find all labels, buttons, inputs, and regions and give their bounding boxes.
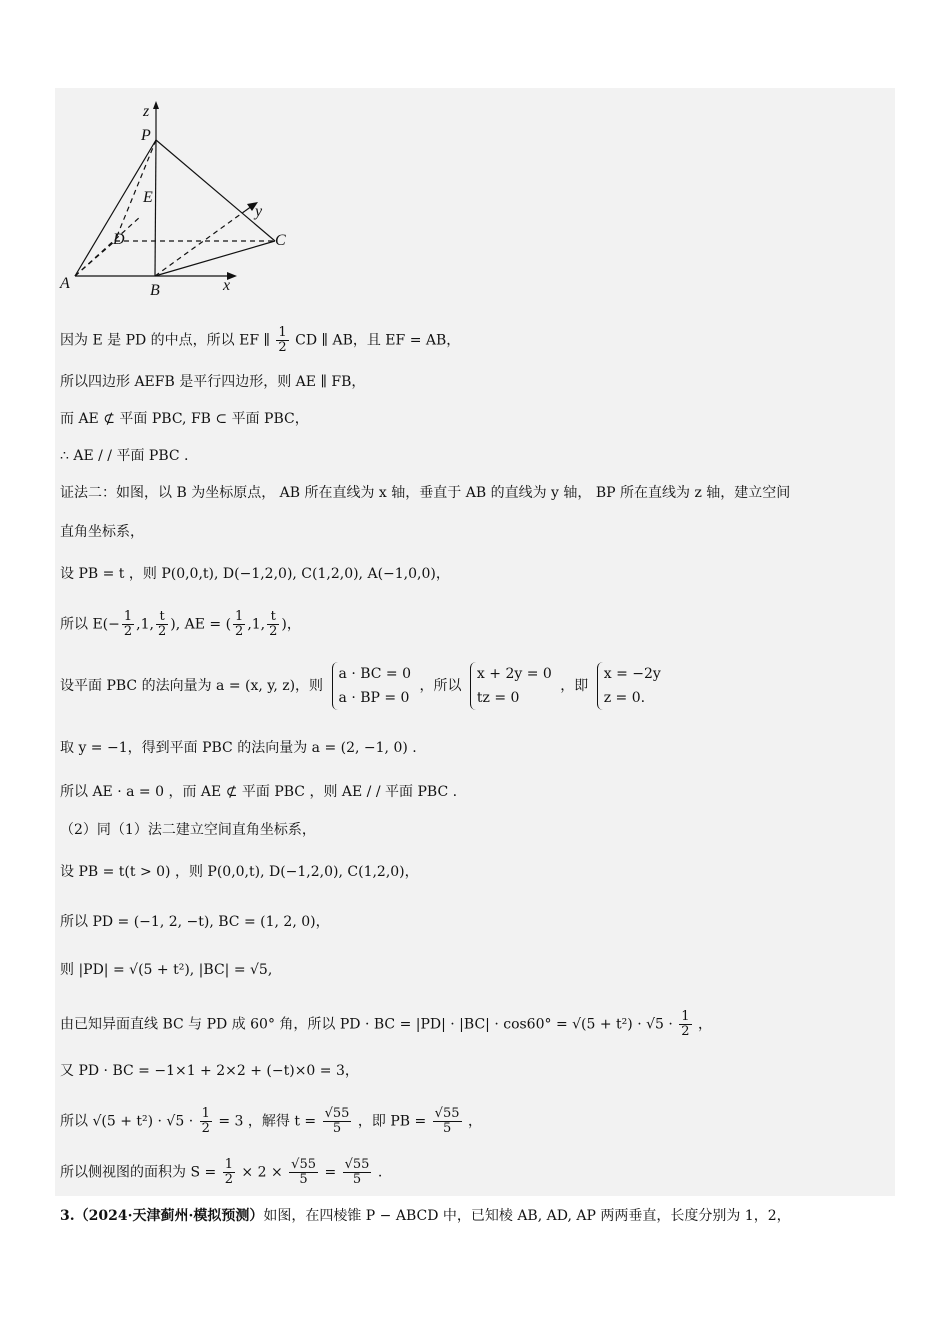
system-2: x + 2y = 0 tz = 0 — [470, 662, 552, 710]
y-axis — [155, 211, 245, 276]
question-source: 3.（2024·天津蓟州·模拟预测） — [60, 1208, 264, 1224]
line-solve-t: 所以 √(5 + t²) · √5 · $\frac{1}{2}$ = 3 ，解得 t = $\frac{√55}{5}$ ，即 PB = $\frac{√55}{5}$ ， — [60, 1106, 482, 1136]
label-x: x — [223, 277, 231, 294]
line-midpoint: 因为 E 是 PD 的中点，所以 EF ∥ $\frac{1}{2}$ CD ∥ AB，且 EF = AB， — [60, 325, 461, 355]
edge-BC — [155, 241, 275, 276]
system-1: a · BC = 0 a · BP = 0 — [332, 662, 412, 710]
edge-PA — [75, 140, 156, 276]
line-set-t: 设 PB = t(t > 0) ，则 P(0,0,t), D(−1,2,0), C(1,2,0)， — [60, 864, 419, 880]
label-y: y — [255, 203, 263, 220]
line-method-2: 证法二：如图，以 B 为坐标原点， AB 所在直线为 x 轴，垂直于 AB 的直线为 y 轴， BP 所在直线为 z 轴，建立空间 — [60, 485, 791, 501]
label-E: E — [143, 189, 153, 206]
line-vectors: 所以 PD = (−1, 2, −t), BC = (1, 2, 0)， — [60, 914, 330, 930]
line-magnitudes: 则 |PD| = √(5 + t²), |BC| = √5, — [60, 962, 273, 978]
line-points: 设 PB = t ，则 P(0,0,t), D(−1,2,0), C(1,2,0), A(−1,0,0)， — [60, 566, 450, 582]
line-E-AE: 所以 E(− $\frac{1}{2}$ ,1, $\frac{t}{2}$ ), AE = ( $\frac{1}{2}$ ,1, $\frac{t}{2}$ )， — [60, 609, 301, 639]
label-C: C — [275, 232, 286, 249]
line-part-2: （2）同（1）法二建立空间直角坐标系， — [60, 822, 316, 838]
label-z: z — [143, 103, 150, 120]
z-arrow — [153, 101, 159, 109]
pyramid-figure — [55, 98, 305, 303]
label-A: A — [60, 275, 70, 292]
label-D: D — [113, 231, 125, 248]
line-plane-contain: 而 AE ⊄ 平面 PBC, FB ⊂ 平面 PBC， — [60, 411, 309, 427]
edge-PB — [155, 140, 156, 276]
line-area: 所以侧视图的面积为 S = $\frac{1}{2}$ × 2 × $\frac{√55}{5}$ = $\frac{√55}{5}$ . — [60, 1157, 383, 1187]
fraction: $\frac{1}{2}$ — [278, 325, 287, 355]
line-conclusion-2: 所以 AE · a = 0 ，而 AE ⊄ 平面 PBC ，则 AE / / 平面 PBC . — [60, 784, 458, 800]
system-3: x = −2y z = 0. — [597, 662, 661, 710]
line-dot-product: 又 PD · BC = −1×1 + 2×2 + (−t)×0 = 3， — [60, 1063, 359, 1079]
segment-AE — [75, 216, 141, 276]
line-normal-vector: 设平面 PBC 的法向量为 a = (x, y, z)，则 a · BC = 0 a · BP = 0 ，所以 x + 2y = 0 tz = 0 ，即 x = −2y z = 0. — [60, 662, 665, 710]
label-B: B — [150, 282, 160, 299]
line-parallelogram: 所以四边形 AEFB 是平行四边形，则 AE ∥ FB， — [60, 374, 366, 390]
label-P: P — [141, 127, 151, 144]
edge-PC — [156, 140, 275, 241]
line-coord-system: 直角坐标系， — [60, 524, 144, 540]
line-angle: 由已知异面直线 BC 与 PD 成 60° 角，所以 PD · BC = |PD| · |BC| · cos60° = √(5 + t²) · √5 · $\frac{1}{2}$ ， — [60, 1009, 713, 1039]
line-conclusion-1: ∴ AE / / 平面 PBC . — [60, 448, 189, 464]
line-normal-result: 取 y = −1，得到平面 PBC 的法向量为 a = (2, −1, 0) . — [60, 740, 417, 756]
question-3: 3.（2024·天津蓟州·模拟预测）如图，在四棱锥 P − ABCD 中，已知棱 AB, AD, AP 两两垂直，长度分别为 1，2， — [60, 1208, 791, 1224]
edge-AD — [75, 241, 115, 276]
